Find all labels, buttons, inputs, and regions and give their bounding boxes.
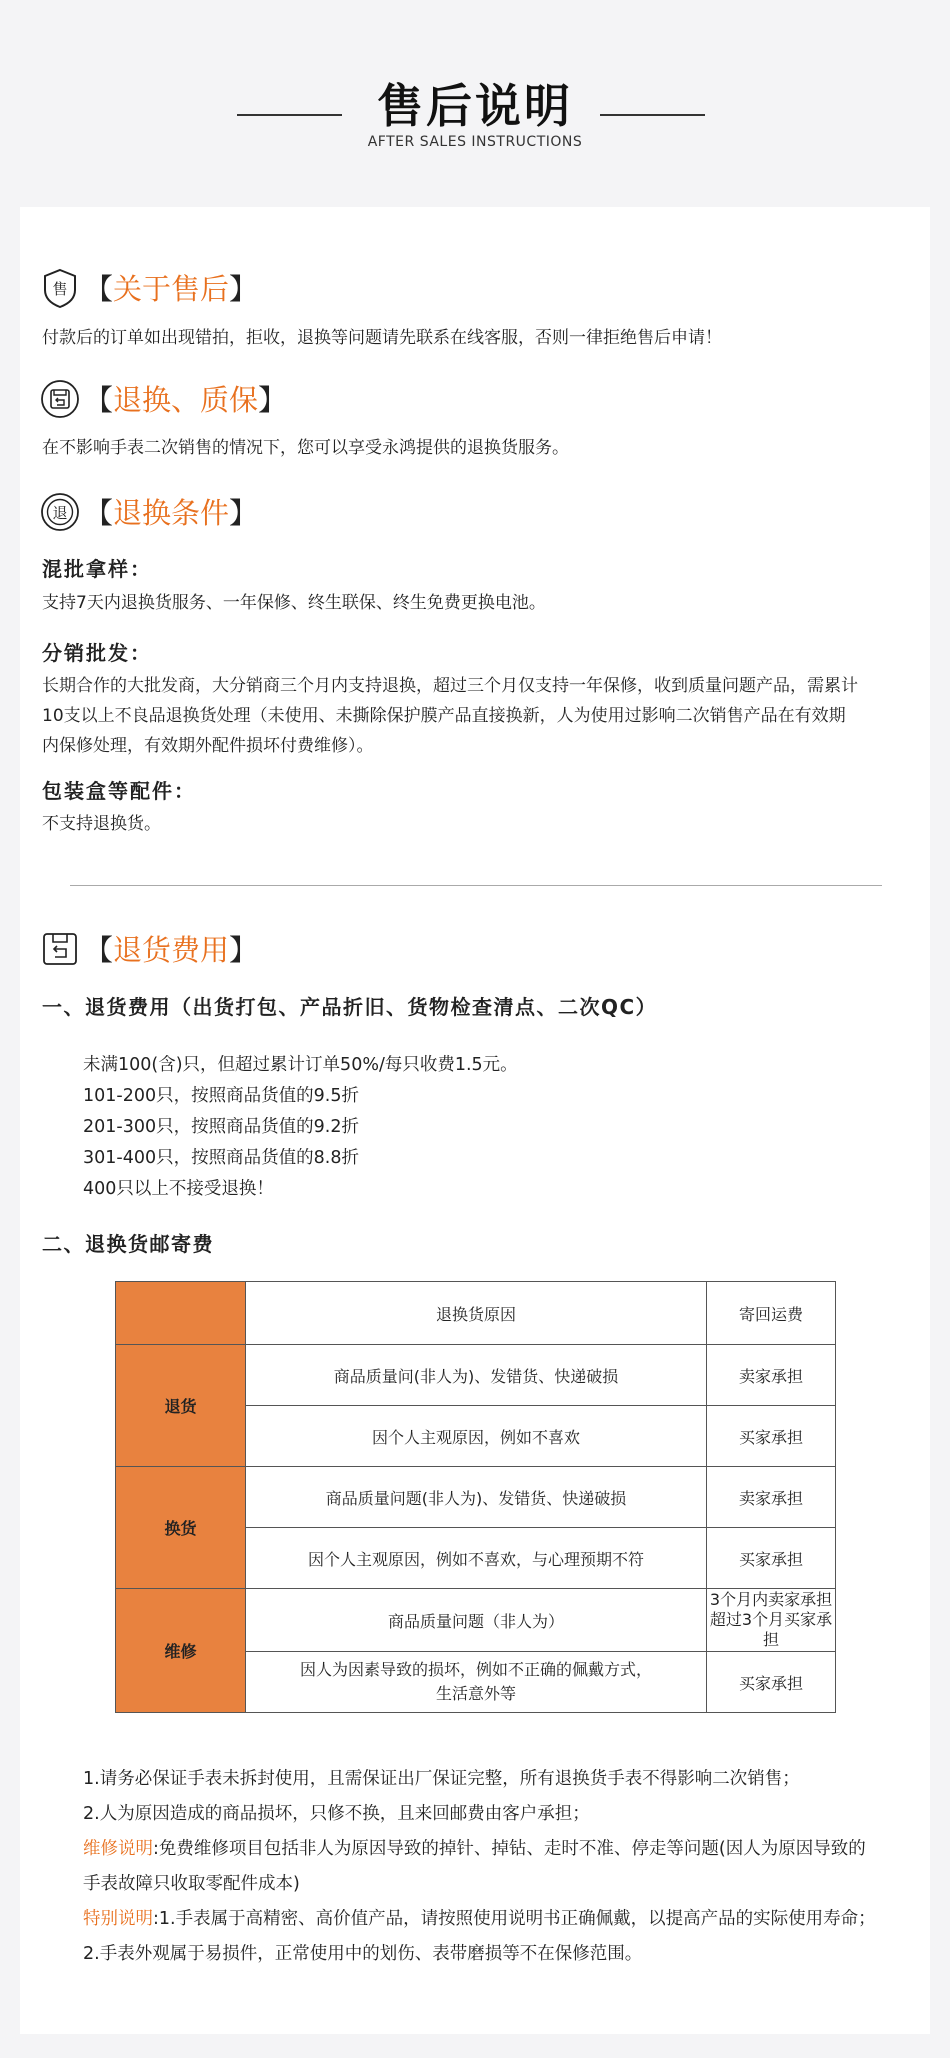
- section-about-heading: 售 【关于售后】: [40, 267, 258, 308]
- reason-cell: 因个人主观原因，例如不喜欢: [246, 1406, 707, 1467]
- fee-cell: 买家承担: [707, 1652, 836, 1713]
- about-text: 付款后的订单如出现错拍，拒收，退换等问题请先联系在线客服，否则一律拒绝售后申请！: [42, 328, 722, 348]
- list-item: 301-400只，按照商品货值的8.8折: [83, 1148, 359, 1168]
- page-subtitle: AFTER SALES INSTRUCTIONS: [367, 134, 583, 150]
- reason-cell: [246, 1652, 707, 1713]
- special-text: :1.手表属于高精密、高价值产品，请按照使用说明书正确佩戴，以提高产品的实际使用寿命；: [153, 1909, 876, 1929]
- reason-line: 因人为因素导致的损坏，例如不正确的佩戴方式，: [299, 1660, 652, 1679]
- category-exchange: 换货: [116, 1467, 246, 1589]
- table-row: [116, 1345, 836, 1406]
- fee-cell: [707, 1589, 836, 1652]
- reason-line: 生活意外等: [435, 1684, 516, 1703]
- mixed-text: 支持7天内退换货服务、一年保修、终生联保、终生免费更换电池。: [42, 593, 546, 613]
- note-1: 1.请务必保证手表未拆封使用，且需保证出厂保证完整，所有退换货手表不得影响二次销售；: [83, 1769, 800, 1789]
- reason-cell: 因个人主观原因，例如不喜欢，与心理预期不符: [246, 1528, 707, 1589]
- list-item: 未满100(含)只，但超过累计订单50%/每只收费1.5元。: [83, 1055, 518, 1075]
- package-text: 不支持退换货。: [42, 814, 161, 834]
- section-exchange-heading: 【退换、质保】: [40, 378, 287, 419]
- fee-line: 3个月内卖家承担: [709, 1590, 833, 1609]
- table-row: [116, 1467, 836, 1528]
- section-fees-title: 退货费用: [113, 933, 230, 967]
- reason-cell: 商品质量问题（非人为）: [246, 1589, 707, 1652]
- special-label: 特别说明: [83, 1909, 153, 1929]
- fee-cell: 买家承担: [707, 1528, 836, 1589]
- category-repair: 维修: [116, 1589, 246, 1713]
- package-title: 包装盒等配件：: [42, 779, 196, 803]
- list-item: 201-300只，按照商品货值的9.2折: [83, 1117, 359, 1137]
- table-header-row: [116, 1282, 836, 1345]
- svg-text:退: 退: [52, 503, 68, 522]
- fee-cell: 卖家承担: [707, 1345, 836, 1406]
- mixed-title: 混批拿样：: [42, 557, 152, 581]
- repair-label: 维修说明: [83, 1839, 153, 1859]
- return-package-icon: [40, 929, 80, 969]
- fees-part2-title: 二、退换货邮寄费: [42, 1232, 214, 1256]
- fee-line: 超过3个月买家承担: [709, 1610, 833, 1649]
- note-2: 2.人为原因造成的商品损坏，只修不换，且来回邮费由客户承担；: [83, 1804, 590, 1824]
- fee-cell: 买家承担: [707, 1406, 836, 1467]
- table-corner-cell: [116, 1282, 246, 1345]
- note-repair-cont: 手表故障只收取零配件成本): [83, 1874, 300, 1894]
- distribution-line-1: 长期合作的大批发商，大分销商三个月内支持退换，超过三个月仅支持一年保修，收到质量问题产品，需累计: [42, 676, 858, 696]
- column-header-fee: 寄回运费: [707, 1282, 836, 1345]
- svg-text:售: 售: [52, 279, 68, 298]
- reason-cell: 商品质量问(非人为)、发错货、快递破损: [246, 1345, 707, 1406]
- section-exchange-title: 退换、质保: [113, 383, 259, 417]
- section-conditions-title: 退换条件: [113, 496, 230, 530]
- table-row: [116, 1589, 836, 1652]
- page-title: 售后说明: [377, 79, 573, 133]
- shipping-fee-table: [115, 1281, 836, 1713]
- distribution-line-2: 10支以上不良品退换货处理（未使用、未撕除保护膜产品直接换新，人为使用过影响二次销售产品在有效期: [42, 706, 846, 726]
- notes-block: [83, 1762, 903, 1972]
- section-fees-heading: 【退货费用】: [40, 928, 258, 969]
- distribution-line-3: 内保修处理，有效期外配件损坏付费维修）。: [42, 736, 374, 756]
- exchange-text: 在不影响手表二次销售的情况下，您可以享受永鸿提供的退换货服务。: [42, 438, 569, 458]
- category-return: 退货: [116, 1345, 246, 1467]
- fee-cell: 卖家承担: [707, 1467, 836, 1528]
- note-repair: [83, 1832, 903, 1867]
- list-item: 400只以上不接受退换！: [83, 1179, 274, 1199]
- note-last: 2.手表外观属于易损件，正常使用中的划伤、表带磨损等不在保修范围。: [83, 1944, 643, 1964]
- distribution-title: 分销批发：: [42, 641, 152, 665]
- fees-list: [83, 1050, 518, 1205]
- page-header: [0, 0, 950, 205]
- repair-text: :免费维修项目包括非人为原因导致的掉针、掉钻、走时不准、停走等问题(因人为原因导致的: [153, 1839, 866, 1859]
- section-conditions-heading: 退 【退换条件】: [40, 491, 258, 532]
- list-item: 101-200只，按照商品货值的9.5折: [83, 1086, 359, 1106]
- column-header-reason: 退换货原因: [246, 1282, 707, 1345]
- note-special: [83, 1902, 903, 1937]
- section-about-title: 关于售后: [113, 272, 230, 306]
- return-badge-icon: [40, 492, 80, 532]
- section-divider: [70, 885, 882, 886]
- fees-part1-title: 一、退货费用（出货打包、产品折旧、货物检查清点、二次QC）: [42, 995, 658, 1019]
- shield-icon: [40, 268, 80, 308]
- reason-cell: 商品质量问题(非人为)、发错货、快递破损: [246, 1467, 707, 1528]
- return-box-icon: [40, 379, 80, 419]
